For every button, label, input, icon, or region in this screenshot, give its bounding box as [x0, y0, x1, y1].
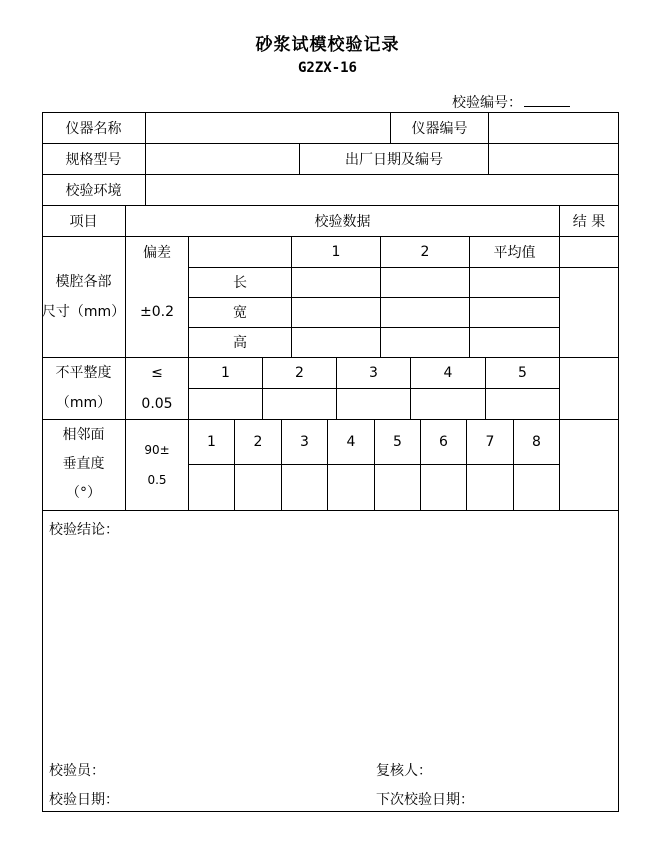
average-header: 平均值 — [493, 244, 536, 261]
serial-blank[interactable] — [524, 92, 570, 107]
instrument-name-label: 仪器名称 — [65, 120, 122, 137]
deviation-label: 偏差 — [143, 244, 171, 261]
next-date-label: 下次校验日期： — [376, 792, 474, 808]
calib-data-header: 校验数据 — [314, 213, 371, 230]
perp-label-line2: 垂直度 — [62, 456, 105, 472]
grid-line — [618, 112, 619, 812]
flatness-tolerance: 0.05 — [141, 395, 173, 412]
spec-model-label: 规格型号 — [65, 151, 122, 168]
form-code: G2ZX-16 — [297, 60, 357, 76]
grid-line — [559, 205, 560, 511]
flatness-le-symbol: ≤ — [151, 364, 163, 381]
flatness-label-line2: （mm） — [55, 395, 112, 411]
width-label: 宽 — [233, 305, 247, 321]
page-title: 砂浆试模校验记录 — [255, 35, 400, 55]
perp-tolerance-line1: 90± — [144, 442, 170, 457]
calibration-table — [42, 112, 619, 812]
flatness-col-2: 2 — [295, 364, 304, 381]
perp-col-7: 7 — [485, 433, 495, 450]
height-label: 高 — [233, 335, 247, 351]
calib-date-label: 校验日期： — [49, 792, 119, 808]
flatness-col-3: 3 — [369, 364, 378, 381]
instrument-no-field[interactable] — [489, 112, 618, 143]
reviewer-label: 复核人： — [376, 763, 432, 779]
perp-col-1: 1 — [207, 433, 216, 450]
perp-col-6: 6 — [439, 433, 448, 450]
serial-label: 校验编号： — [452, 95, 522, 111]
perp-col-8: 8 — [532, 433, 541, 450]
cavity-label-line1: 模腔各部 — [55, 273, 112, 290]
flatness-label-line1: 不平整度 — [55, 365, 112, 381]
instrument-name-field[interactable] — [146, 112, 390, 143]
factory-date-label: 出厂日期及编号 — [345, 151, 443, 168]
flatness-col-4: 4 — [443, 364, 453, 381]
factory-date-field[interactable] — [489, 143, 618, 174]
perp-label-line1: 相邻面 — [62, 427, 105, 443]
perp-label-line3: （°） — [66, 485, 101, 501]
perp-tolerance-line2: 0.5 — [147, 472, 167, 487]
item-header: 项目 — [69, 213, 98, 230]
perp-col-5: 5 — [393, 433, 402, 450]
perp-tolerance — [126, 419, 188, 510]
perp-col-3: 3 — [300, 433, 309, 450]
inspector-label: 校验员： — [49, 763, 105, 779]
cavity-label-line2: 尺寸（mm） — [41, 303, 126, 320]
measure-col-2: 2 — [420, 243, 430, 260]
perp-col-4: 4 — [346, 433, 356, 450]
environment-label: 校验环境 — [65, 182, 122, 199]
flatness-label — [42, 357, 125, 419]
length-label: 长 — [233, 275, 247, 291]
cavity-size-label — [42, 236, 125, 357]
tolerance-value: ±0.2 — [140, 304, 174, 320]
conclusion-label: 校验结论： — [49, 522, 119, 538]
serial-number — [452, 92, 570, 112]
flatness-col-5: 5 — [518, 364, 527, 381]
spec-model-field[interactable] — [146, 143, 299, 174]
measure-col-1: 1 — [331, 243, 341, 260]
perpendicularity-label — [42, 419, 125, 510]
instrument-no-label: 仪器编号 — [411, 120, 468, 137]
grid-line — [42, 510, 619, 511]
perp-col-2: 2 — [253, 433, 263, 450]
grid-line — [188, 388, 559, 389]
grid-line — [42, 811, 619, 812]
flatness-col-1: 1 — [221, 364, 230, 381]
environment-field[interactable] — [146, 174, 618, 205]
result-header: 结 果 — [572, 213, 606, 230]
